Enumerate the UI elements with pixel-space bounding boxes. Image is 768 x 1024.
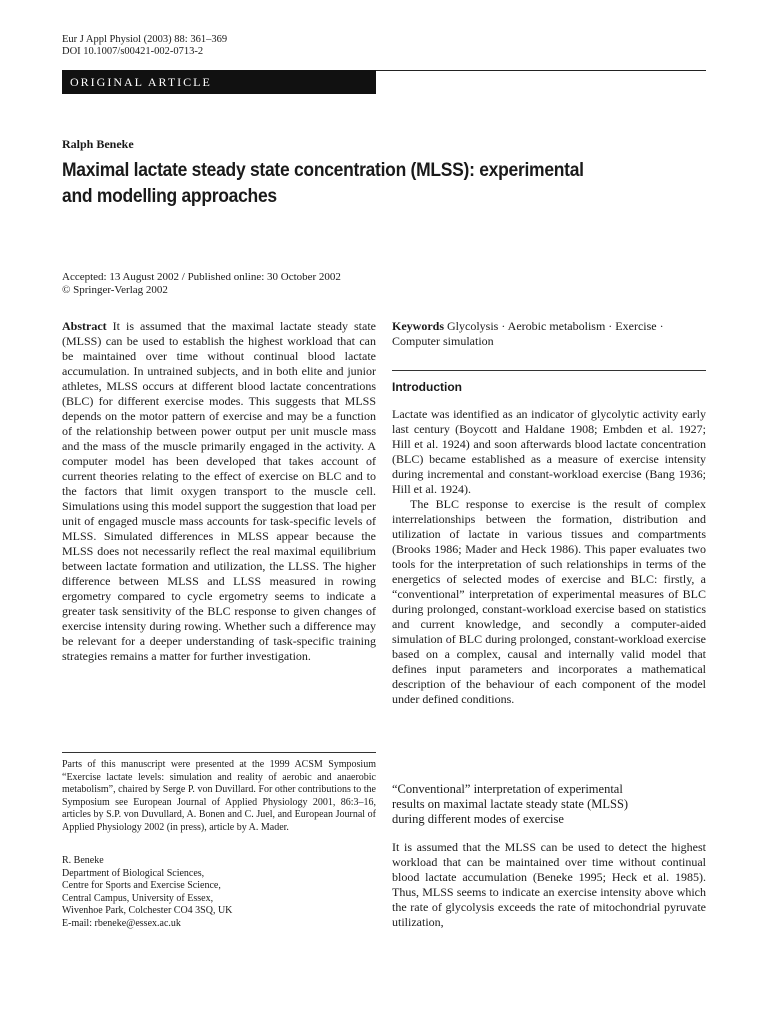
subsection-heading <box>392 782 706 827</box>
abstract-text: It is assumed that the maximal lactate steady state (MLSS) can be used to establish the highest workload that can be maintained over time without continual blood lactate accumulation. In untrained subjects, and in both elite and junior athletes, MLSS occurs at different blood lactate concentrations (BLC) for different exercise modes. This suggests that MLSS depends on the motor pattern of exercise and may be a function of the relationship between power output per unit muscle mass and the mass of the muscle primarily engaged in the activity. A computer model has been developed that takes account of current theories relating to the effect of exercise on BLC and to the factors that limit oxygen transport to the muscle cell. Simulations using this model support the suggestion that load per unit of engaged muscle mass accounts for task-specific levels of MLSS. Simulated differences in MLSS appear because the MLSS does not necessarily reflect the real maximal equilibrium between lactate formation and utilization, the LLSS. The higher difference between MLSS and LLSS measured in rowing ergometry compared to cycle ergometry seems to indicate a greater task sensitivity of the BLC response to given changes of exercise intensity during rowing. Whether such a difference may be relevant for a deeper understanding of task-specific training strategies remains a matter for further investigation. <box>62 319 376 663</box>
email-link[interactable]: E-mail: rbeneke@essex.ac.uk <box>62 917 181 929</box>
paragraph: The BLC response to exercise is the result of complex interrelationships between the formation, distribution and utilization of lactate in various tissues and compartments (Brooks 1986; Mader and Heck 1986). This paper evaluates two tools for the interpretation of such relationships in terms of the energetics of selected modes of exercise and BLC: firstly, a “conventional” interpretation of experimental measures of BLC during prolonged, constant-workload exercise based on statistics and current knowledge, and secondly a computer-aided simulation of BLC during prolonged, constant-workload exercise based on a complex, causal and internally valid model that defines input parameters and incorporates a mathematical description of the behaviour of each component of the model under defined conditions. <box>392 497 706 706</box>
keywords-label: Keywords <box>392 319 444 333</box>
correspondence-address <box>62 855 376 930</box>
paragraph: Lactate was identified as an indicator of glycolytic activity early last century (Boycott and Haldane 1908; Embden et al. 1927; Hill et al. 1924) and soon afterwards blood lactate concentration (BLC) became established as a measure of exercise intensity during incremental and constant-workload exercise (Bang 1936; Hill et al. 1924). <box>392 407 706 496</box>
address-line: Centre for Sports and Exercise Science, <box>62 880 221 891</box>
abstract-label: Abstract <box>62 319 107 333</box>
subsection-heading-line: “Conventional” interpretation of experimental <box>392 782 623 796</box>
header-rule <box>376 70 706 71</box>
address-line: R. Beneke <box>62 855 104 866</box>
footnote <box>62 759 376 834</box>
abstract <box>62 319 376 664</box>
doi: DOI 10.1007/s00421-002-0713-2 <box>62 46 204 57</box>
address-line: Central Campus, University of Essex, <box>62 892 214 904</box>
keywords <box>392 319 706 349</box>
paper-title <box>62 158 651 210</box>
subsection-heading-line: during different modes of exercise <box>392 812 564 826</box>
title-line-2: and modelling approaches <box>62 186 277 207</box>
address-line: Department of Biological Sciences, <box>62 867 205 879</box>
section-rule <box>392 370 706 371</box>
copyright: © Springer-Verlag 2002 <box>62 284 168 296</box>
paragraph: It is assumed that the MLSS can be used to detect the highest workload that can be maintained over time without continual blood lactate accumulation (Beneke 1995; Heck et al. 1985). Thus, MLSS seems to indicate an exercise intensity above which the rate of glycolysis exceeds the rate of mitochondrial pyruvate utilization, <box>392 840 706 929</box>
footnote-text: Parts of this manuscript were presented at the 1999 ACSM Symposium “Exercise lactate levels: simulation and reality of aerobic and anaerobic metabolism”, chaired by Serge P. von Duvillard. For other contributions to the Symposium see European Journal of Applied Physiology 2001, 86:3–16, articles by S.P. von Duvullard, A. Bonen and C. Juel, and European Journal of Applied Physiology 2002 (in press), article by A. Mader. <box>62 759 376 833</box>
article-type-banner: ORIGINAL ARTICLE <box>62 70 376 94</box>
address-line: Wivenhoe Park, Colchester CO4 3SQ, UK <box>62 905 233 916</box>
footnote-rule <box>62 752 376 753</box>
introduction-heading: Introduction <box>392 380 462 394</box>
publication-dates: Accepted: 13 August 2002 / Published online: 30 October 2002 <box>62 271 341 283</box>
keywords-text: Glycolysis · Aerobic metabolism · Exercise · Computer simulation <box>392 319 664 348</box>
author-name: Ralph Beneke <box>62 137 134 151</box>
introduction-body <box>392 407 706 707</box>
subsection-heading-line: results on maximal lactate steady state (MLSS) <box>392 797 629 811</box>
journal-citation: Eur J Appl Physiol (2003) 88: 361–369 <box>62 34 228 45</box>
subsection-body <box>392 840 706 930</box>
title-line-1: Maximal lactate steady state concentration (MLSS): experimental <box>62 160 584 181</box>
